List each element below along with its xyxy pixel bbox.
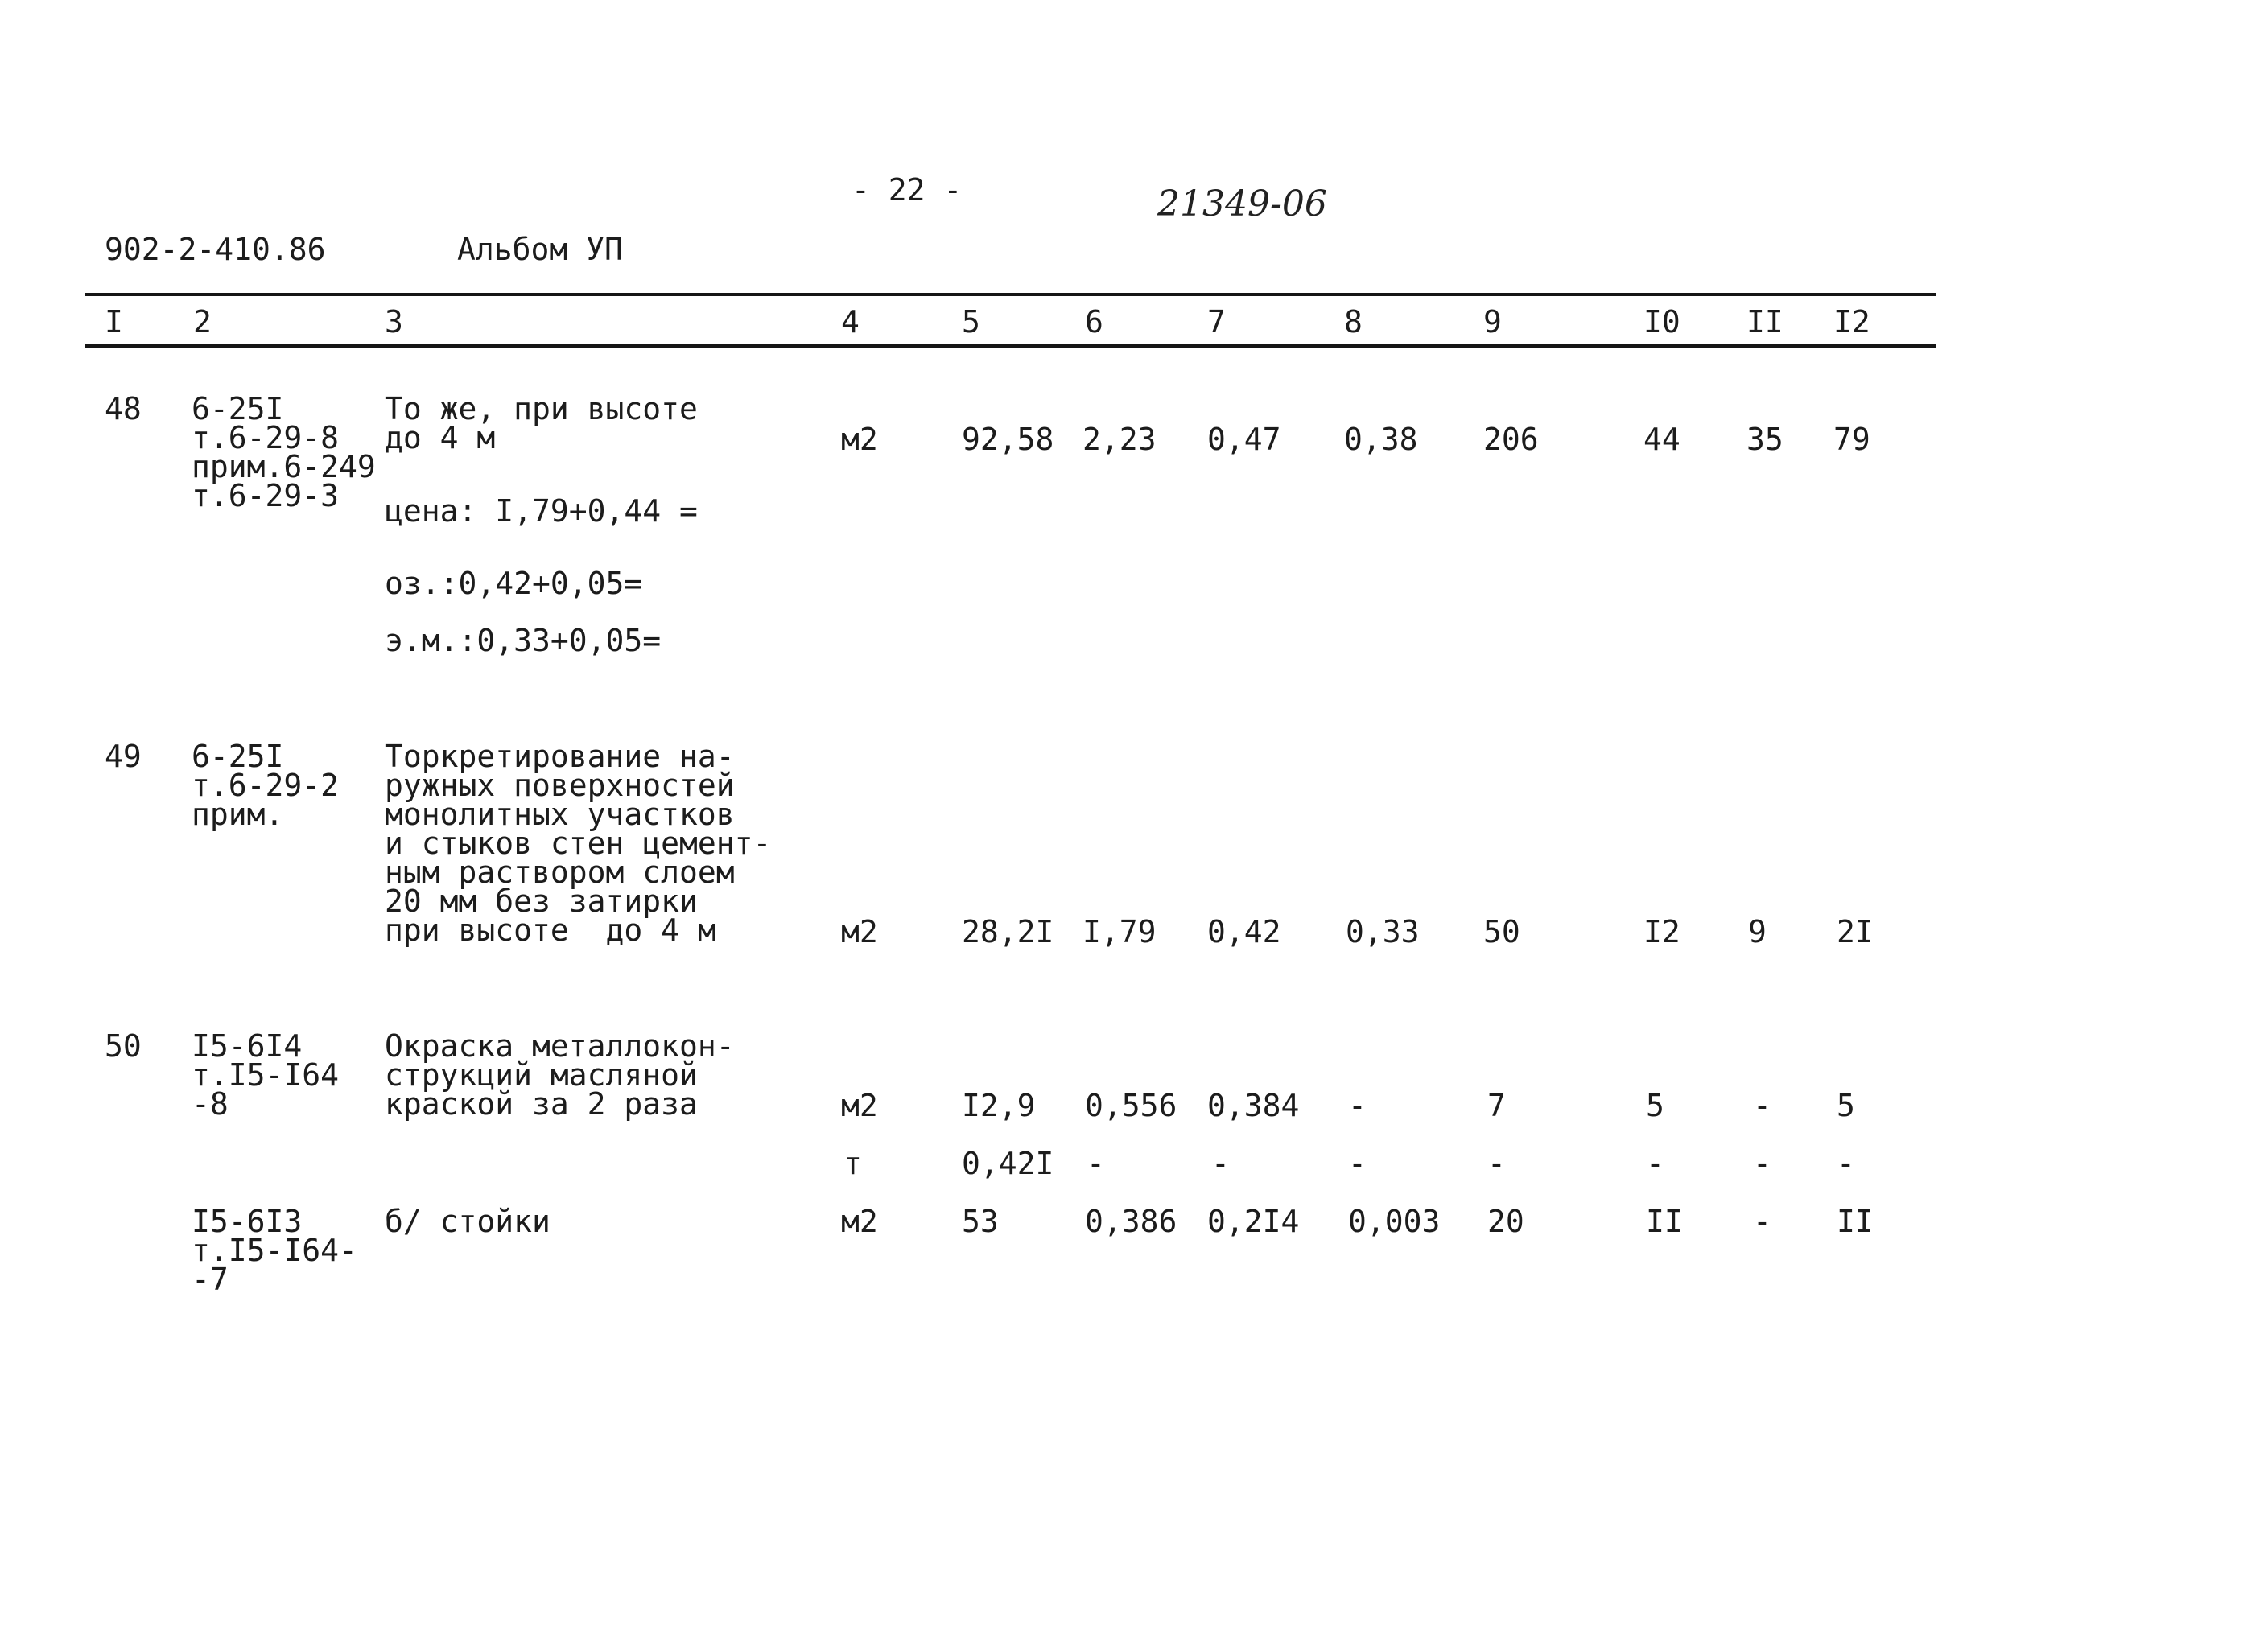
column-header: 8: [1344, 304, 1363, 340]
row-value: 79: [1833, 422, 1870, 457]
row-note: э.м.:0,33+0,05=: [385, 623, 662, 658]
row-sub-value: -: [1487, 1146, 1506, 1181]
row-value: 0,384: [1207, 1088, 1300, 1123]
row-sub-value: -: [1837, 1146, 1855, 1181]
row-value: 0,556: [1085, 1088, 1177, 1123]
row-value: II: [1646, 1204, 1683, 1239]
row-note: оз.:0,42+0,05=: [385, 566, 643, 601]
column-header: I: [105, 304, 123, 340]
column-header: 5: [962, 304, 980, 340]
row-value: 92,58: [962, 422, 1054, 457]
column-header: 2: [193, 304, 212, 340]
row-sub-value: -: [1348, 1146, 1367, 1181]
row-sub-value: 0,42I: [962, 1146, 1054, 1181]
row-description: Окраска металлокон- струкций масляной краской за 2 раза: [385, 1028, 735, 1122]
row-value: -: [1753, 1204, 1771, 1239]
row-value: 9: [1748, 914, 1767, 949]
row-value: 53: [962, 1204, 999, 1239]
row-number: 48: [105, 391, 142, 426]
row-value: 2,23: [1082, 422, 1157, 457]
row-value: 0,42: [1207, 914, 1281, 949]
column-header: 7: [1207, 304, 1226, 340]
row-value: 20: [1487, 1204, 1524, 1239]
handwritten-code: 21349-06: [1157, 183, 1327, 224]
row-value: 7: [1487, 1088, 1506, 1123]
row-value: 0,386: [1085, 1204, 1177, 1239]
column-header: 4: [841, 304, 860, 340]
row-value: -: [1348, 1088, 1367, 1123]
album-label: Альбом УП: [457, 232, 623, 267]
row-value: I,79: [1082, 914, 1157, 949]
row-sub-unit: т: [843, 1146, 862, 1181]
column-header: 3: [385, 304, 403, 340]
row-code: 6-25I т.6-29-8 прим.6-249 т.6-29-3: [192, 391, 376, 513]
row-code: 6-25I т.6-29-2 прим.: [192, 739, 340, 832]
row-note: цена: I,79+0,44 =: [385, 493, 698, 529]
row-sub-value: -: [1646, 1146, 1664, 1181]
column-header: 9: [1483, 304, 1502, 340]
row-unit: м2: [841, 1204, 878, 1239]
row-sub-value: -: [1211, 1146, 1230, 1181]
row-unit: м2: [841, 1088, 878, 1123]
header-top-rule: [85, 293, 1936, 296]
column-header: I2: [1833, 304, 1870, 340]
row-value: 0,38: [1344, 422, 1418, 457]
row-description: То же, при высоте до 4 м: [385, 391, 698, 455]
page-number: - 22 -: [852, 172, 963, 208]
row-value: 35: [1746, 422, 1783, 457]
row-value: 206: [1483, 422, 1539, 457]
row-unit: м2: [841, 422, 878, 457]
row-value: 0,003: [1348, 1204, 1441, 1239]
row-value: 50: [1483, 914, 1520, 949]
row-description: Торкретирование на- ружных поверхностей монолитных участков и стыков стен цемент- ным раствором слоем 20 мм без затирки при высоте до 4 м: [385, 739, 772, 948]
row-number: 49: [105, 739, 142, 774]
row-sub-value: -: [1087, 1146, 1105, 1181]
column-header: 6: [1085, 304, 1103, 340]
row-value: I2,9: [962, 1088, 1036, 1123]
row-value: 0,2I4: [1207, 1204, 1300, 1239]
row-code: I5-6I4 т.I5-I64 -8: [192, 1028, 340, 1122]
row-value: 44: [1643, 422, 1680, 457]
row-value: -: [1753, 1088, 1771, 1123]
row-value: 2I: [1837, 914, 1874, 949]
row-value: II: [1837, 1204, 1874, 1239]
row-sub-value: -: [1753, 1146, 1771, 1181]
row-value: I2: [1643, 914, 1680, 949]
row-description: б/ стойки: [385, 1204, 551, 1239]
document-code: 902-2-410.86: [105, 232, 326, 267]
row-value: 0,47: [1207, 422, 1281, 457]
column-header: II: [1746, 304, 1783, 340]
row-unit: м2: [841, 914, 878, 949]
row-value: 5: [1837, 1088, 1855, 1123]
row-number: 50: [105, 1028, 142, 1064]
row-value: 28,2I: [962, 914, 1054, 949]
header-bottom-rule: [85, 344, 1936, 348]
row-value: 5: [1646, 1088, 1664, 1123]
column-header: I0: [1643, 304, 1680, 340]
row-value: 0,33: [1346, 914, 1420, 949]
row-code: I5-6I3 т.I5-I64- -7: [192, 1204, 357, 1297]
